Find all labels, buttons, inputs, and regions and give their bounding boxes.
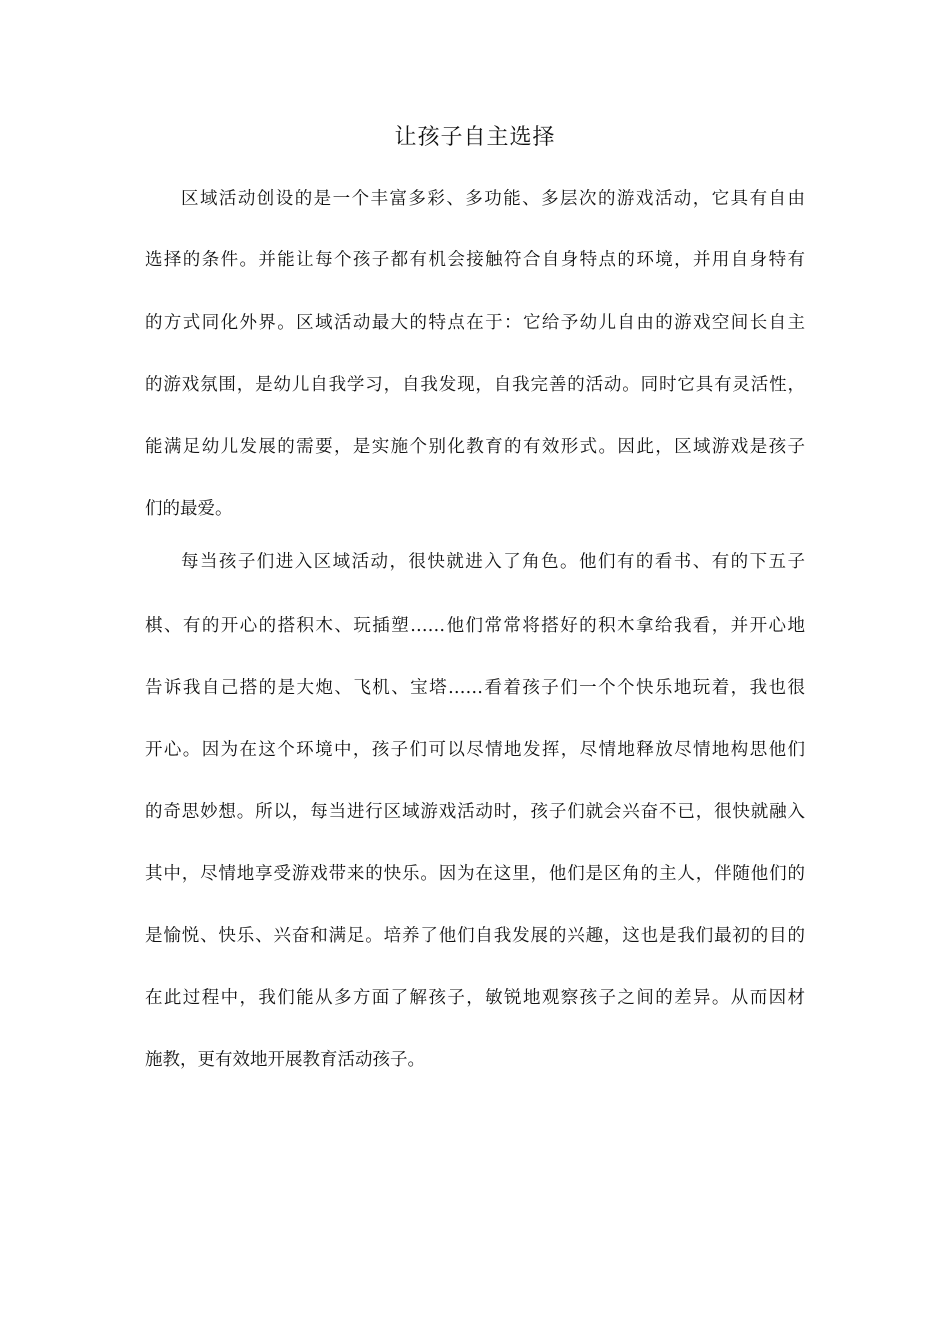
paragraph-line: 的方式同化外界。区域活动最大的特点在于：它给予幼儿自由的游戏空间长自主	[145, 313, 805, 333]
paragraph-line: 选择的条件。并能让每个孩子都有机会接触符合自身特点的环境，并用自身特有	[145, 250, 805, 270]
paragraph-line: 在此过程中，我们能从多方面了解孩子，敏锐地观察孩子之间的差异。从而因材	[145, 988, 805, 1008]
paragraph-line: 们的最爱。	[145, 499, 233, 519]
paragraph-line: 的奇思妙想。所以，每当进行区域游戏活动时，孩子们就会兴奋不已，很快就融入	[145, 802, 805, 822]
paragraph-line: 能满足幼儿发展的需要，是实施个别化教育的有效形式。因此，区域游戏是孩子	[145, 437, 805, 457]
paragraph-line: 是愉悦、快乐、兴奋和满足。培养了他们自我发展的兴趣，这也是我们最初的目的	[145, 926, 805, 946]
paragraph-line: 棋、有的开心的搭积木、玩插塑……他们常常将搭好的积木拿给我看，并开心地	[145, 616, 805, 636]
paragraph-line: 其中，尽情地享受游戏带来的快乐。因为在这里，他们是区角的主人，伴随他们的	[145, 864, 805, 884]
paragraph-line: 告诉我自己搭的是大炮、飞机、宝塔……看着孩子们一个个快乐地玩着，我也很	[145, 678, 805, 698]
document-title: 让孩子自主选择	[394, 125, 556, 150]
paragraph-line: 区域活动创设的是一个丰富多彩、多功能、多层次的游戏活动，它具有自由	[181, 189, 805, 209]
paragraph-line: 的游戏氛围，是幼儿自我学习，自我发现，自我完善的活动。同时它具有灵活性，	[145, 375, 805, 395]
paragraph-line: 施教，更有效地开展教育活动孩子。	[145, 1050, 425, 1070]
paragraph-line: 开心。因为在这个环境中，孩子们可以尽情地发挥，尽情地释放尽情地构思他们	[145, 740, 805, 760]
paragraph-line: 每当孩子们进入区域活动，很快就进入了角色。他们有的看书、有的下五子	[181, 552, 805, 572]
